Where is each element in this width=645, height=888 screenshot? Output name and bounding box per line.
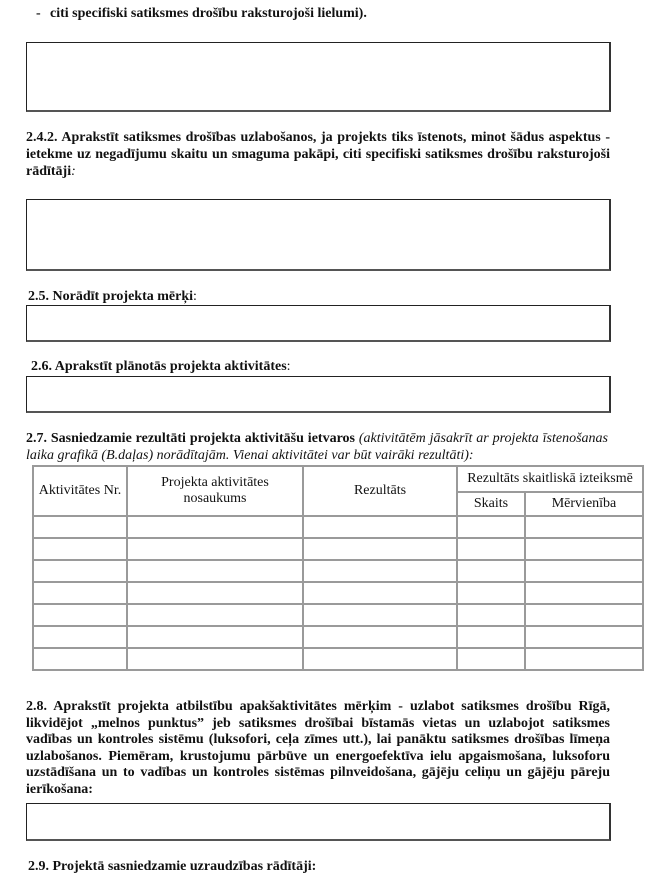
cell-activity-name[interactable]	[127, 648, 303, 670]
section-2-6-label	[31, 359, 291, 375]
cell-unit[interactable]	[525, 626, 643, 648]
cell-unit[interactable]	[525, 516, 643, 538]
cell-result[interactable]	[303, 560, 457, 582]
table-row	[33, 538, 643, 560]
cell-activity-name[interactable]	[127, 626, 303, 648]
cell-result[interactable]	[303, 604, 457, 626]
text-field-safety-improvement[interactable]	[26, 199, 611, 271]
section-2-4-2-text	[26, 129, 610, 180]
cell-activity-name[interactable]	[127, 582, 303, 604]
section-2-7-text	[26, 430, 608, 464]
cell-unit[interactable]	[525, 582, 643, 604]
text-field-planned-activities[interactable]	[26, 376, 611, 413]
header-result: Rezultāts	[303, 466, 457, 516]
cell-count[interactable]	[457, 604, 525, 626]
header-count: Skaits	[457, 492, 525, 516]
cell-activity-no[interactable]	[33, 582, 127, 604]
cell-activity-no[interactable]	[33, 604, 127, 626]
cell-activity-no[interactable]	[33, 538, 127, 560]
bullet-text: citi specifiski satiksmes drošību raksturojoši lielumi).	[50, 6, 367, 21]
table-row	[33, 626, 643, 648]
section-2-6-suffix: :	[286, 359, 291, 374]
intro-bullet	[36, 6, 367, 22]
cell-activity-name[interactable]	[127, 604, 303, 626]
cell-unit[interactable]	[525, 560, 643, 582]
section-2-6-text: 2.6. Aprakstīt plānotās projekta aktivitātes	[31, 359, 287, 374]
cell-count[interactable]	[457, 626, 525, 648]
section-2-5-text: 2.5. Norādīt projekta mērķi	[28, 289, 193, 304]
cell-result[interactable]	[303, 648, 457, 670]
cell-result[interactable]	[303, 582, 457, 604]
table-row	[33, 560, 643, 582]
section-2-8-text: 2.8. Aprakstīt projekta atbilstību apakšaktivitātes mērķim - uzlabot satiksmes drošību Rīgā, likvidējot „melnos punktus” jeb satiksmes drošībai bīstamās vietas un uzlabojot satiksmes vadības un kontroles sistēmu (luksofori, ceļa zīmes utt.), lai panāktu satiksmes drošības līmeņa uzlabošanos. Piemēram, krustojumu pārbūve un energoefektīva ielu apgaismošana, luksoforu uzstādīšana un to vadības un kontroles sistēmas pilnveidošana, gājēju celiņu un gājēju pāreju ierīkošana:	[26, 699, 610, 797]
header-activity-name: Projekta aktivitātes nosaukums	[127, 466, 303, 516]
header-numeric-group: Rezultāts skaitliskā izteiksmē	[457, 466, 643, 492]
cell-result[interactable]	[303, 516, 457, 538]
table-row	[33, 516, 643, 538]
cell-activity-no[interactable]	[33, 626, 127, 648]
table-row	[33, 604, 643, 626]
cell-count[interactable]	[457, 648, 525, 670]
section-2-4-2-number: 2.4.2.	[26, 130, 58, 145]
section-2-7-note: (aktivitātēm jāsakrīt ar projekta īstenošanas laika grafikā (B.daļas) norādītajām. Vienai aktivitātei var būt vairāki rezultāti):	[26, 431, 608, 463]
cell-unit[interactable]	[525, 648, 643, 670]
header-unit: Mērvienība	[525, 492, 643, 516]
results-table	[32, 465, 644, 671]
cell-count[interactable]	[457, 516, 525, 538]
table-row	[33, 582, 643, 604]
section-2-5-label	[28, 289, 197, 305]
header-activity-no: Aktivitātes Nr.	[33, 466, 127, 516]
text-field-safety-indicators[interactable]	[26, 42, 611, 112]
cell-count[interactable]	[457, 582, 525, 604]
cell-activity-no[interactable]	[33, 516, 127, 538]
text-field-project-goals[interactable]	[26, 305, 611, 342]
section-2-7-heading: 2.7. Sasniedzamie rezultāti projekta aktivitāšu ietvaros	[26, 431, 355, 446]
cell-result[interactable]	[303, 626, 457, 648]
cell-activity-name[interactable]	[127, 516, 303, 538]
cell-unit[interactable]	[525, 604, 643, 626]
cell-activity-no[interactable]	[33, 560, 127, 582]
cell-count[interactable]	[457, 560, 525, 582]
section-2-4-2-suffix: :	[71, 164, 76, 179]
cell-activity-no[interactable]	[33, 648, 127, 670]
cell-result[interactable]	[303, 538, 457, 560]
table-row	[33, 648, 643, 670]
section-2-4-2-body: Aprakstīt satiksmes drošības uzlabošanos, ja projekts tiks īstenots, minot šādus aspektus - ietekme uz negadījumu skaitu un smaguma pakāpi, citi specifiski satiksmes drošību raksturojoši rādītāji	[26, 130, 610, 179]
cell-activity-name[interactable]	[127, 560, 303, 582]
cell-unit[interactable]	[525, 538, 643, 560]
section-2-9-label: 2.9. Projektā sasniedzamie uzraudzības rādītāji:	[28, 859, 317, 874]
section-2-5-suffix: :	[193, 289, 197, 304]
bullet-dash: -	[36, 6, 41, 21]
cell-count[interactable]	[457, 538, 525, 560]
cell-activity-name[interactable]	[127, 538, 303, 560]
text-field-subactivity-compliance[interactable]	[26, 803, 611, 841]
